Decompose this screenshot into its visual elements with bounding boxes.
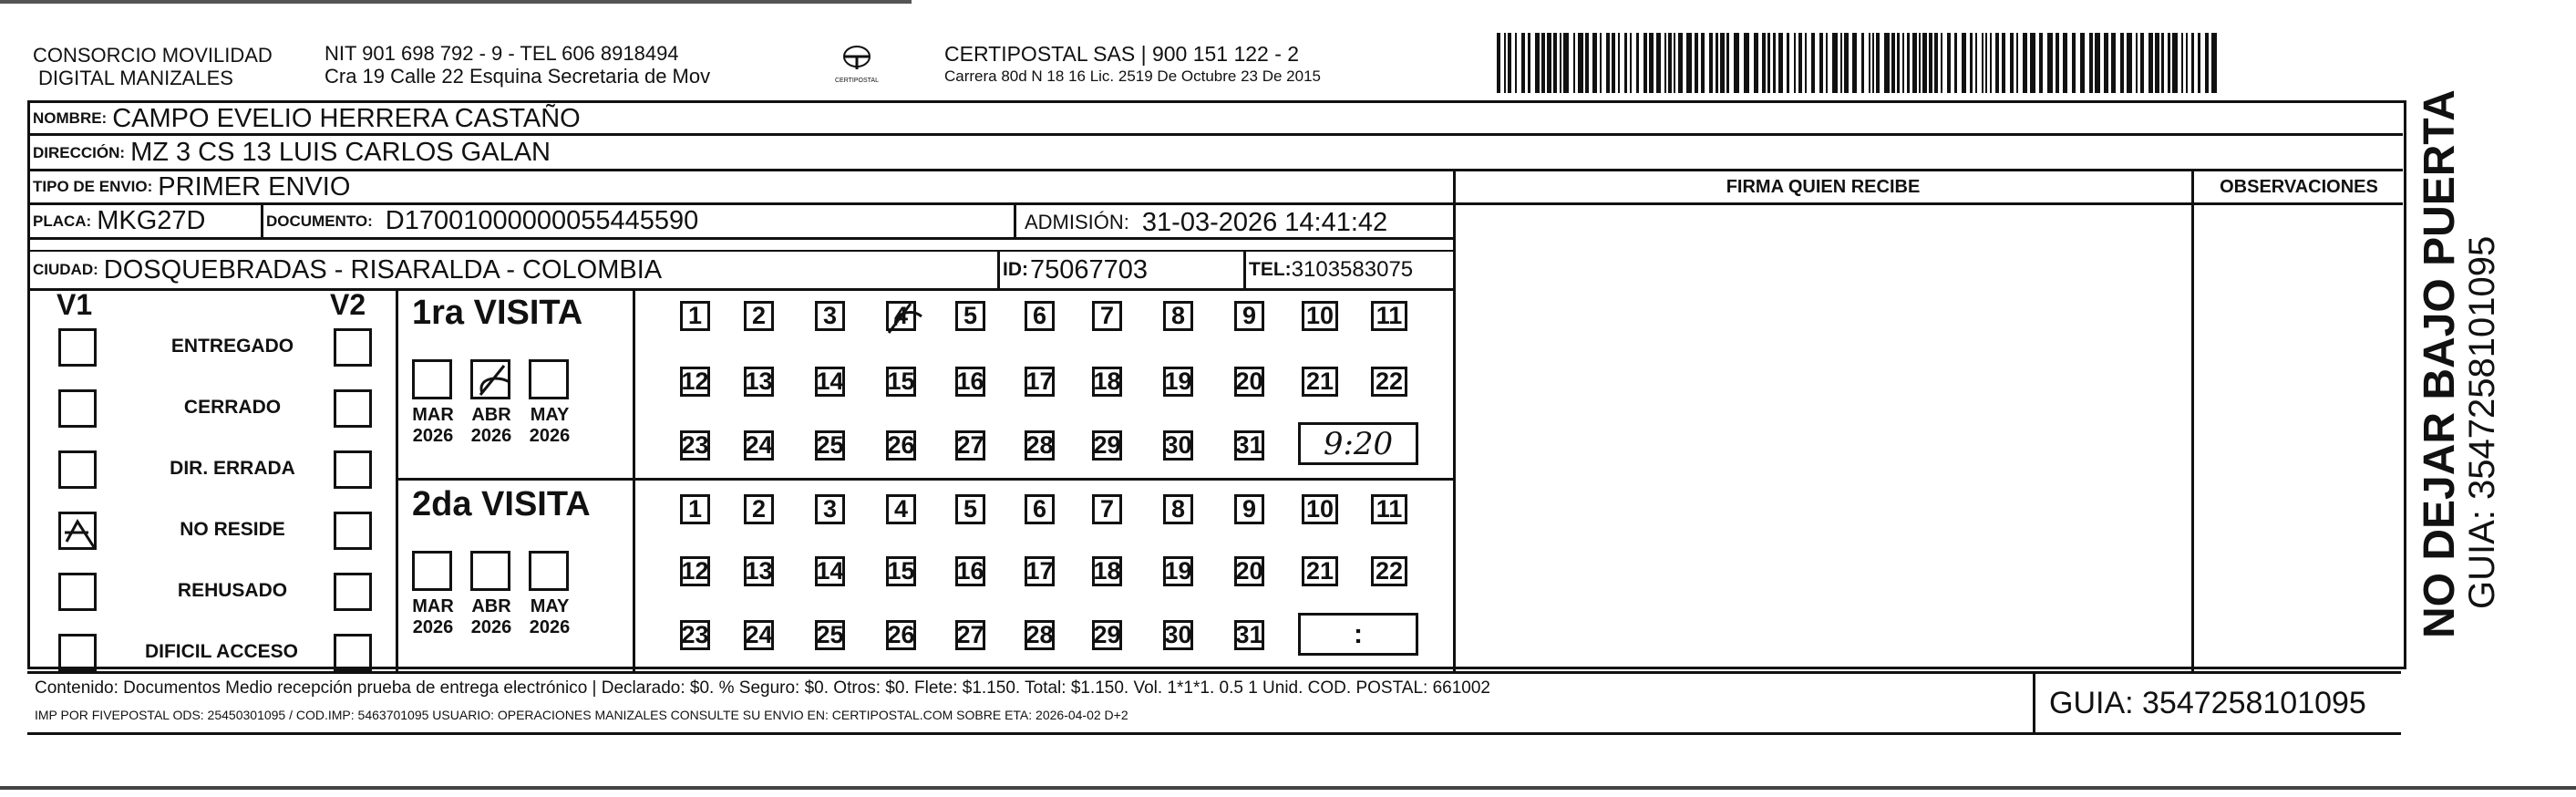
row-direccion xyxy=(33,137,551,169)
calendar-day[interactable]: 10 xyxy=(1302,301,1338,331)
barcode-bar xyxy=(1929,33,1932,93)
barcode-bar xyxy=(1504,33,1506,93)
calendar-day[interactable]: 10 xyxy=(1302,494,1338,524)
barcode-bar xyxy=(1497,33,1500,93)
scan-top-edge xyxy=(0,0,912,4)
row-documento xyxy=(266,205,698,237)
barcode-bar xyxy=(1922,33,1927,93)
calendar-day[interactable]: 1 xyxy=(680,301,710,331)
barcode-bar xyxy=(1541,33,1545,93)
calendar-day[interactable]: 2 xyxy=(744,301,774,331)
calendar-day[interactable]: 11 xyxy=(1371,494,1407,524)
calendar-day[interactable]: 6 xyxy=(1025,301,1055,331)
no-dejar-text: NO DEJAR BAJO PUERTA xyxy=(2416,89,2464,638)
v2-checkbox[interactable] xyxy=(334,573,372,611)
calendar-day[interactable]: 29 xyxy=(1093,621,1121,648)
barcode-bar xyxy=(2191,33,2194,93)
calendar-day[interactable]: 3 xyxy=(815,301,845,331)
barcode-bar xyxy=(1826,33,1828,93)
barcode xyxy=(1497,33,2217,93)
barcode-bar xyxy=(1630,33,1632,93)
month-checkbox[interactable] xyxy=(470,359,510,399)
ciudad-value: DOSQUEBRADAS - RISARALDA - COLOMBIA xyxy=(103,254,663,285)
month-label: MAR 2026 xyxy=(412,596,454,637)
calendar-day[interactable]: 12 xyxy=(681,557,709,585)
barcode-bar xyxy=(1884,33,1890,93)
barcode-bar xyxy=(2104,33,2108,93)
barcode-bar xyxy=(2030,33,2035,93)
barcode-bar xyxy=(1515,33,1517,93)
firma-label: FIRMA QUIEN RECIBE xyxy=(1726,176,1921,197)
month-label: ABR 2026 xyxy=(470,405,512,446)
row-placa xyxy=(33,205,205,237)
barcode-bar xyxy=(1852,33,1857,93)
v1-checkbox[interactable] xyxy=(58,328,97,367)
v1-checkbox[interactable] xyxy=(58,512,97,550)
barcode-bar xyxy=(2016,33,2018,93)
barcode-bar xyxy=(2056,33,2059,93)
second-time-box xyxy=(1298,613,1418,656)
second-time-value: : xyxy=(1354,618,1363,649)
barcode-bar xyxy=(2198,33,2200,93)
barcode-bar xyxy=(1535,33,1540,93)
barcode-bar xyxy=(1528,33,1530,93)
barcode-bar xyxy=(2023,33,2027,93)
row-ciudad xyxy=(33,252,662,288)
documento-label: DOCUMENTO: xyxy=(266,212,373,230)
v2-checkbox[interactable] xyxy=(334,328,372,367)
id-value: 75067703 xyxy=(1030,254,1149,285)
logo-icon xyxy=(825,42,889,73)
firma-header xyxy=(1458,173,2188,201)
barcode-bar xyxy=(1840,33,1842,93)
barcode-bar xyxy=(1656,33,1661,93)
barcode-bar xyxy=(2120,33,2124,93)
placa-label: PLACA: xyxy=(33,212,92,230)
calendar-day[interactable]: 19 xyxy=(1164,367,1192,395)
calendar-day[interactable]: 7 xyxy=(1092,301,1122,331)
v2-checkbox[interactable] xyxy=(334,634,372,672)
calendar-day[interactable]: 24 xyxy=(745,431,773,459)
barcode-bar xyxy=(1805,33,1807,93)
address-line: Cra 19 Calle 22 Esquina Secretaria de Mov xyxy=(325,65,711,88)
status-label: DIR. ERRADA xyxy=(170,458,295,479)
calendar-day[interactable]: 7 xyxy=(1092,494,1122,524)
calendar-day[interactable]: 16 xyxy=(956,557,984,585)
certipostal-logo xyxy=(825,42,889,88)
barcode-bar xyxy=(1985,33,1987,93)
calendar-day[interactable]: 13 xyxy=(745,557,773,585)
company-info xyxy=(325,42,710,88)
calendar-day[interactable]: 30 xyxy=(1164,431,1192,459)
second-visit-label: 2da VISITA xyxy=(412,485,591,523)
documento-value: D17001000000055445590 xyxy=(385,206,699,235)
footer-guia: GUIA: 3547258101095 xyxy=(2049,686,2366,720)
calendar-day[interactable]: 5 xyxy=(955,494,985,524)
barcode-bar xyxy=(2148,33,2153,93)
barcode-bar xyxy=(1975,33,1977,93)
calendar-day[interactable]: 16 xyxy=(956,367,984,395)
barcode-bar xyxy=(1934,33,1938,93)
barcode-bar xyxy=(1990,33,1992,93)
barcode-bar xyxy=(1664,33,1666,93)
month-checkbox[interactable] xyxy=(412,359,452,399)
row-id xyxy=(1003,252,1148,288)
barcode-bar xyxy=(1995,33,1999,93)
calendar-day[interactable]: 21 xyxy=(1302,556,1338,586)
barcode-bar xyxy=(2111,33,2116,93)
v2-label: V2 xyxy=(330,288,366,321)
month-label: MAR 2026 xyxy=(412,405,454,446)
barcode-bar xyxy=(1668,33,1672,93)
month-label: ABR 2026 xyxy=(470,596,512,637)
barcode-bar xyxy=(1563,33,1569,93)
barcode-bar xyxy=(1811,33,1815,93)
status-label: NO RESIDE xyxy=(180,519,285,540)
barcode-bar xyxy=(2136,33,2138,93)
direccion-label: DIRECCIÓN: xyxy=(33,143,126,161)
barcode-bar xyxy=(2181,33,2183,93)
calendar-day[interactable]: 6 xyxy=(1025,494,1055,524)
barcode-bar xyxy=(2039,33,2043,93)
barcode-bar xyxy=(1872,33,1874,93)
barcode-bar xyxy=(1636,33,1639,93)
courier-info xyxy=(944,42,1321,87)
nombre-label: NOMBRE: xyxy=(33,109,108,127)
barcode-bar xyxy=(2089,33,2093,93)
status-label: DIFICIL ACCESO xyxy=(144,641,298,662)
barcode-bar xyxy=(2211,33,2217,93)
v1-checkbox[interactable] xyxy=(58,389,97,428)
calendar-day[interactable]: 17 xyxy=(1025,367,1054,395)
barcode-bar xyxy=(1726,33,1729,93)
barcode-bar xyxy=(1819,33,1823,93)
barcode-bar xyxy=(1720,33,1725,93)
row-tel xyxy=(1249,252,1413,288)
barcode-bar xyxy=(1907,33,1910,93)
calendar-day[interactable]: 4 xyxy=(886,301,916,331)
barcode-bar xyxy=(1612,33,1615,93)
admision-label: ADMISIÓN: xyxy=(1025,211,1129,233)
status-label: CERRADO xyxy=(183,397,282,418)
contenido-text: Contenido: Documentos Medio recepción prueba de entrega electrónico | Declarado: $0. % Seguro: $0. Otros: $0. Flete: $1.150. Total: $1.150. Vol. 1*1*1. 0.5 1 Unid. COD. POSTAL: 661002 xyxy=(35,678,1490,698)
barcode-bar xyxy=(1861,33,1864,93)
barcode-bar xyxy=(1649,33,1654,93)
calendar-day[interactable]: 24 xyxy=(745,621,773,648)
barcode-bar xyxy=(2168,33,2170,93)
calendar-day[interactable]: 22 xyxy=(1371,367,1407,397)
calendar-day[interactable]: 2 xyxy=(744,494,774,524)
barcode-bar xyxy=(2010,33,2014,93)
calendar-day[interactable]: 27 xyxy=(956,621,984,648)
barcode-bar xyxy=(1643,33,1647,93)
v2-checkbox[interactable] xyxy=(334,389,372,428)
barcode-bar xyxy=(1844,33,1849,93)
barcode-bar xyxy=(2002,33,2005,93)
imp-text: IMP POR FIVEPOSTAL ODS: 25450301095 / COD.IMP: 5463701095 USUARIO: OPERACIONES MANIZALES CONSULTE SU ENVIO EN: CERTIPOSTAL.COM SOBRE ETA: 2026-04-02 D+2 xyxy=(35,708,1128,722)
placa-value: MKG27D xyxy=(97,206,206,235)
company-line1: CONSORCIO MOVILIDAD xyxy=(33,44,273,67)
barcode-bar xyxy=(1876,33,1880,93)
barcode-bar xyxy=(1553,33,1557,93)
calendar-day[interactable]: 9 xyxy=(1234,301,1264,331)
barcode-bar xyxy=(2161,33,2164,93)
calendar-day[interactable]: 1 xyxy=(680,494,710,524)
logo-text: CERTIPOSTAL xyxy=(835,78,879,84)
calendar-day[interactable]: 17 xyxy=(1025,557,1054,585)
ciudad-label: CIUDAD: xyxy=(33,261,98,278)
calendar-day[interactable]: 23 xyxy=(681,621,709,648)
barcode-bar xyxy=(2186,33,2188,93)
barcode-bar xyxy=(1891,33,1895,93)
row-tipo xyxy=(33,171,350,202)
barcode-bar xyxy=(1716,33,1718,93)
barcode-bar xyxy=(2140,33,2144,93)
calendar-day[interactable]: 20 xyxy=(1235,367,1263,395)
barcode-bar xyxy=(2047,33,2053,93)
row-admision xyxy=(1025,205,1387,240)
calendar-day[interactable]: 21 xyxy=(1302,367,1338,397)
barcode-bar xyxy=(1794,33,1796,93)
barcode-bar xyxy=(1521,33,1525,93)
v2-checkbox[interactable] xyxy=(334,512,372,550)
barcode-bar xyxy=(1573,33,1575,93)
calendar-day[interactable]: 27 xyxy=(956,431,984,459)
barcode-bar xyxy=(2127,33,2132,93)
observaciones-header xyxy=(2197,173,2401,201)
barcode-bar xyxy=(1508,33,1511,93)
calendar-day[interactable]: 4 xyxy=(886,494,916,524)
barcode-bar xyxy=(1912,33,1917,93)
calendar-day[interactable]: 18 xyxy=(1093,557,1121,585)
month-label: MAY 2026 xyxy=(529,405,571,446)
calendar-day[interactable]: 30 xyxy=(1164,621,1192,648)
barcode-bar xyxy=(1674,33,1675,93)
barcode-bar xyxy=(1592,33,1597,93)
barcode-bar xyxy=(1962,33,1966,93)
calendar-day[interactable]: 14 xyxy=(816,557,844,585)
status-label: REHUSADO xyxy=(177,580,288,601)
barcode-bar xyxy=(1869,33,1870,93)
calendar-day[interactable]: 28 xyxy=(1025,431,1054,459)
barcode-bar xyxy=(1798,33,1802,93)
barcode-bar xyxy=(1600,33,1602,93)
observaciones-label: OBSERVACIONES xyxy=(2220,176,2378,197)
status-label: ENTREGADO xyxy=(170,336,294,357)
barcode-bar xyxy=(1762,33,1766,93)
barcode-bar xyxy=(1902,33,1904,93)
tipo-label: TIPO DE ENVIO: xyxy=(33,178,153,195)
barcode-bar xyxy=(1754,33,1758,93)
side-text xyxy=(2417,89,2501,638)
v2-checkbox[interactable] xyxy=(334,450,372,489)
barcode-bar xyxy=(1686,33,1692,93)
courier-line2: Carrera 80d N 18 16 Lic. 2519 De Octubre 23 De 2015 xyxy=(944,67,1321,85)
calendar-day[interactable]: 26 xyxy=(887,431,915,459)
barcode-bar xyxy=(1560,33,1561,93)
calendar-day[interactable]: 8 xyxy=(1163,494,1193,524)
barcode-bar xyxy=(1624,33,1627,93)
barcode-bar xyxy=(1744,33,1749,93)
barcode-bar xyxy=(1701,33,1705,93)
calendar-day[interactable]: 23 xyxy=(681,431,709,459)
barcode-bar xyxy=(1578,33,1583,93)
barcode-bar xyxy=(2205,33,2209,93)
barcode-bar xyxy=(1767,33,1770,93)
tipo-value: PRIMER ENVIO xyxy=(158,171,351,202)
barcode-bar xyxy=(2072,33,2076,93)
barcode-bar xyxy=(1941,33,1942,93)
scan-bottom-edge xyxy=(0,786,2576,790)
calendar-day[interactable]: 19 xyxy=(1164,557,1192,585)
barcode-bar xyxy=(1734,33,1739,93)
barcode-bar xyxy=(2172,33,2178,93)
barcode-bar xyxy=(1787,33,1789,93)
calendar-day[interactable]: 11 xyxy=(1371,301,1407,331)
barcode-bar xyxy=(1618,33,1620,93)
calendar-day[interactable]: 5 xyxy=(955,301,985,331)
v1-label: V1 xyxy=(57,288,93,321)
barcode-bar xyxy=(1982,33,1984,93)
month-checkbox[interactable] xyxy=(470,551,510,591)
direccion-value: MZ 3 CS 13 LUIS CARLOS GALAN xyxy=(130,138,551,167)
barcode-bar xyxy=(2063,33,2067,93)
calendar-day[interactable]: 15 xyxy=(887,367,915,395)
admision-value: 31-03-2026 14:41:42 xyxy=(1141,207,1388,237)
calendar-day[interactable]: 31 xyxy=(1235,621,1263,648)
barcode-bar xyxy=(2080,33,2085,93)
courier-line1: CERTIPOSTAL SAS | 900 151 122 - 2 xyxy=(944,42,1300,66)
row-nombre xyxy=(33,103,581,134)
id-label: ID: xyxy=(1003,259,1028,280)
barcode-bar xyxy=(1695,33,1698,93)
tel-label: TEL: xyxy=(1249,259,1292,280)
barcode-bar xyxy=(1947,33,1951,93)
calendar-day[interactable]: 3 xyxy=(815,494,845,524)
barcode-bar xyxy=(1709,33,1713,93)
calendar-day[interactable]: 25 xyxy=(816,621,844,648)
barcode-bar xyxy=(1832,33,1838,93)
calendar-day[interactable]: 14 xyxy=(816,367,844,395)
barcode-bar xyxy=(1547,33,1551,93)
calendar-day[interactable]: 8 xyxy=(1163,301,1193,331)
company-line2: DIGITAL MANIZALES xyxy=(38,67,233,89)
calendar-day[interactable]: 22 xyxy=(1371,556,1407,586)
calendar-day[interactable]: 18 xyxy=(1093,367,1121,395)
first-time-box xyxy=(1298,422,1418,465)
barcode-bar xyxy=(2095,33,2100,93)
v1-checkbox[interactable] xyxy=(58,634,97,672)
month-label: MAY 2026 xyxy=(529,596,571,637)
month-checkbox[interactable] xyxy=(529,551,569,591)
barcode-bar xyxy=(1970,33,1973,93)
barcode-bar xyxy=(1919,33,1921,93)
month-checkbox[interactable] xyxy=(412,551,452,591)
calendar-day[interactable]: 15 xyxy=(887,557,915,585)
tel-value: 3103583075 xyxy=(1291,257,1414,282)
company-name xyxy=(33,44,273,89)
barcode-bar xyxy=(1954,33,1957,93)
barcode-bar xyxy=(1606,33,1610,93)
barcode-bar xyxy=(1778,33,1783,93)
calendar-day[interactable]: 12 xyxy=(681,367,709,395)
barcode-bar xyxy=(1897,33,1900,93)
calendar-day[interactable]: 29 xyxy=(1093,431,1121,459)
v1-checkbox[interactable] xyxy=(58,450,97,489)
calendar-day[interactable]: 25 xyxy=(816,431,844,459)
calendar-day[interactable]: 26 xyxy=(887,621,915,648)
barcode-bar xyxy=(1678,33,1683,93)
calendar-day[interactable]: 20 xyxy=(1235,557,1263,585)
calendar-day[interactable]: 28 xyxy=(1025,621,1054,648)
day-check-mark xyxy=(883,298,925,347)
calendar-day[interactable]: 13 xyxy=(745,367,773,395)
first-time-value: 9:20 xyxy=(1323,425,1394,462)
barcode-bar xyxy=(1773,33,1776,93)
v1-checkbox[interactable] xyxy=(58,573,97,611)
first-visit-label: 1ra VISITA xyxy=(412,294,583,332)
nit-line: NIT 901 698 792 - 9 - TEL 606 8918494 xyxy=(325,42,679,65)
calendar-day[interactable]: 9 xyxy=(1234,494,1264,524)
month-checkbox[interactable] xyxy=(529,359,569,399)
calendar-day[interactable]: 31 xyxy=(1235,431,1263,459)
side-guia-text: GUIA: 3547258101095 xyxy=(2462,235,2502,609)
nombre-value: CAMPO EVELIO HERRERA CASTAÑO xyxy=(112,103,581,133)
barcode-bar xyxy=(2155,33,2159,93)
barcode-bar xyxy=(1585,33,1589,93)
